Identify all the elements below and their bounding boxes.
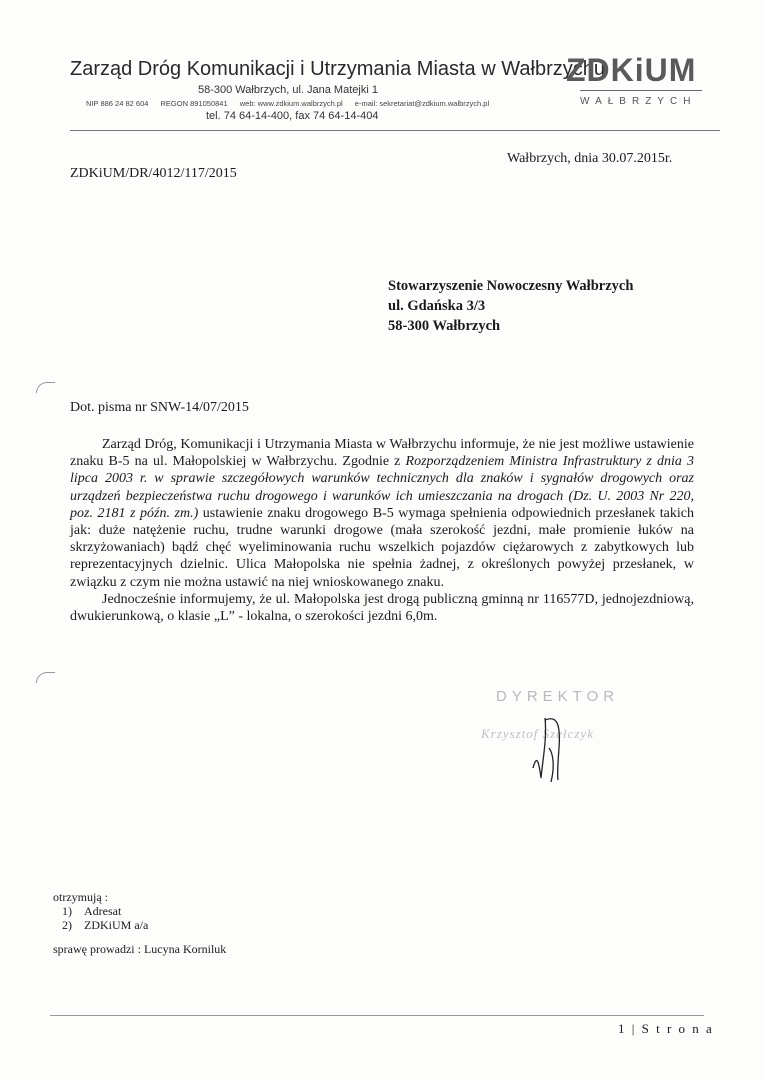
footer-divider — [50, 1015, 704, 1016]
addressee-block — [388, 276, 633, 336]
item-number: 1) — [62, 904, 72, 918]
page-number: 1 | S t r o n a — [618, 1021, 714, 1036]
letter-body — [70, 436, 694, 625]
handwritten-signature — [525, 708, 595, 788]
recipients-label: otrzymują : — [53, 890, 108, 904]
subject-line: Dot. pisma nr SNW-14/07/2015 — [70, 400, 249, 415]
stamp-name: Krzysztof Szełczyk — [481, 726, 594, 741]
recipient-name: ZDKiUM a/a — [84, 918, 149, 932]
reference-number: ZDKiUM/DR/4012/117/2015 — [70, 166, 237, 181]
institution-phone: tel. 74 64-14-400, fax 74 64-14-404 — [206, 110, 379, 122]
body-text: ustawienie znaku drogowego B-5 wymaga spełnienia odpowiednich przesłanek takich jak: duże natężenie ruchu, trudne warunki drogowe (mała szerokość jezdni, małe promienie łuków na skrzyżowaniach) bądź chęć wyeliminowania ruchu wszelkich pojazdów ciężarowych z zabytkowych lub reprezentacyjnych dzielnic. Ulica Małopolska nie spełnia żadnej, z określonych powyżej przesłanek, w związku z czym nie można ustawić na niej wnioskowanego znaku. — [70, 505, 694, 590]
logo: ZDKiUM — [566, 52, 697, 88]
addressee-line: Stowarzyszenie Nowoczesny Wałbrzych — [388, 278, 634, 294]
list-item — [62, 904, 148, 918]
recipients-list — [62, 904, 148, 932]
punch-mark — [36, 672, 55, 683]
nip-number: NIP 886 24 82 604 — [86, 99, 149, 108]
letterhead-divider — [70, 130, 720, 131]
logo-divider — [580, 90, 702, 91]
item-number: 2) — [62, 918, 72, 932]
addressee-line: ul. Gdańska 3/3 — [388, 298, 486, 314]
addressee-line: 58-300 Wałbrzych — [388, 318, 501, 334]
institution-identifiers — [86, 99, 499, 108]
list-item — [62, 918, 148, 932]
regon-number: REGON 891050841 — [160, 99, 228, 108]
website: web: www.zdkium.walbrzych.pl — [239, 99, 343, 108]
recipient-name: Adresat — [84, 904, 122, 918]
body-paragraph: Jednocześnie informujemy, że ul. Małopolska jest drogą publiczną gminną nr 116577D, jednojezdniową, dwukierunkową, o klasie „L” - lokalna, o szerokości jezdni 6,0m. — [70, 591, 694, 625]
letter-date: Wałbrzych, dnia 30.07.2015r. — [507, 151, 673, 166]
case-handler: sprawę prowadzi : Lucyna Korniluk — [53, 942, 227, 956]
institution-address: 58-300 Wałbrzych, ul. Jana Matejki 1 — [198, 84, 378, 96]
logo-city: WAŁBRZYCH — [580, 96, 697, 107]
body-text: Zarząd Dróg, Komunikacji i Utrzymania Miasta w Wałbrzychu informuje, że nie jest możliwe ustawienie znaku B-5 na ul. Małopolskiej w Wałbrzychu. Zgodnie z — [70, 437, 694, 470]
email: e-mail: sekretariat@zdkium.walbrzych.pl — [354, 99, 490, 108]
stamp-title: DYREKTOR — [496, 688, 620, 705]
institution-name: Zarząd Dróg Komunikacji i Utrzymania Miasta w Wałbrzychu — [70, 58, 605, 80]
punch-mark — [36, 382, 55, 393]
body-paragraph — [70, 436, 694, 591]
regulation-citation: Rozporządzeniem Ministra Infrastruktury z dnia 3 lipca 2003 r. w sprawie szczegółowych warunków technicznych dla znaków i sygnałów drogowych oraz urządzeń bezpieczeństwa ruchu drogowego i warunków ich umieszczania na drogach (Dz. U. 2003 Nr 220, poz. 2181 z późn. zm.) — [70, 454, 695, 521]
